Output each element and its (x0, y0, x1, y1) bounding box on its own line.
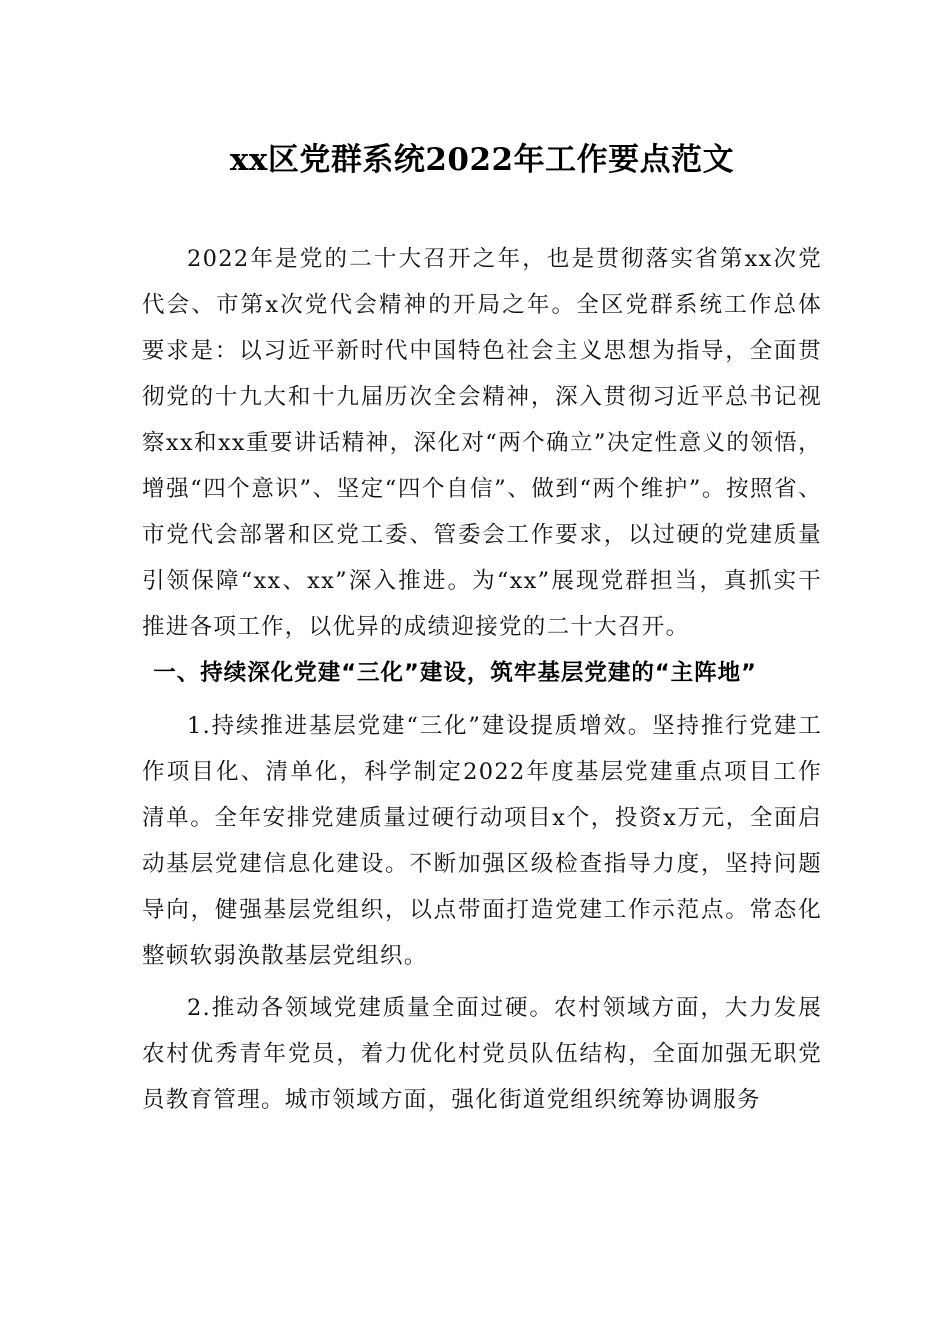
intro-paragraph: 2022年是党的二十大召开之年，也是贯彻落实省第xx次党代会、市第x次党代会精神的开局之年。全区党群系统工作总体要求是：以习近平新时代中国特色社会主义思想为指导，全面贯彻党的十九大和十九届历次全会精神，深入贯彻习近平总书记视察xx和xx重要讲话精神，深化对“两个确立”决定性意义的领悟，增强“四个意识”、坚定“四个自信”、做到“两个维护”。按照省、市党代会部署和区党工委、管委会工作要求，以过硬的党建质量引领保障“xx、xx”深入推进。为“xx”展现党群担当，真抓实干推进各项工作，以优异的成绩迎接党的二十大召开。 (142, 246, 822, 640)
document-body (142, 236, 822, 1123)
document-title: xx区党群系统2022年工作要点范文 (229, 142, 735, 178)
section-1-heading: 一、持续深化党建“三化”建设，筑牢基层党建的“主阵地” (153, 660, 757, 686)
item-2-paragraph: 2.推动各领域党建质量全面过硬。农村领域方面，大力发展农村优秀青年党员，着力优化村党员队伍结构，全面加强无职党员教育管理。城市领域方面，强化街道党组织统筹协调服务 (142, 995, 822, 1113)
item-1-paragraph: 1.持续推进基层党建“三化”建设提质增效。坚持推行党建工作项目化、清单化，科学制定2022年度基层党建重点项目工作清单。全年安排党建质量过硬行动项目x个，投资x万元，全面启动基层党建信息化建设。不断加强区级检查指导力度，坚持问题导向，健强基层党组织，以点带面打造党建工作示范点。常态化整顿软弱涣散基层党组织。 (142, 713, 822, 969)
